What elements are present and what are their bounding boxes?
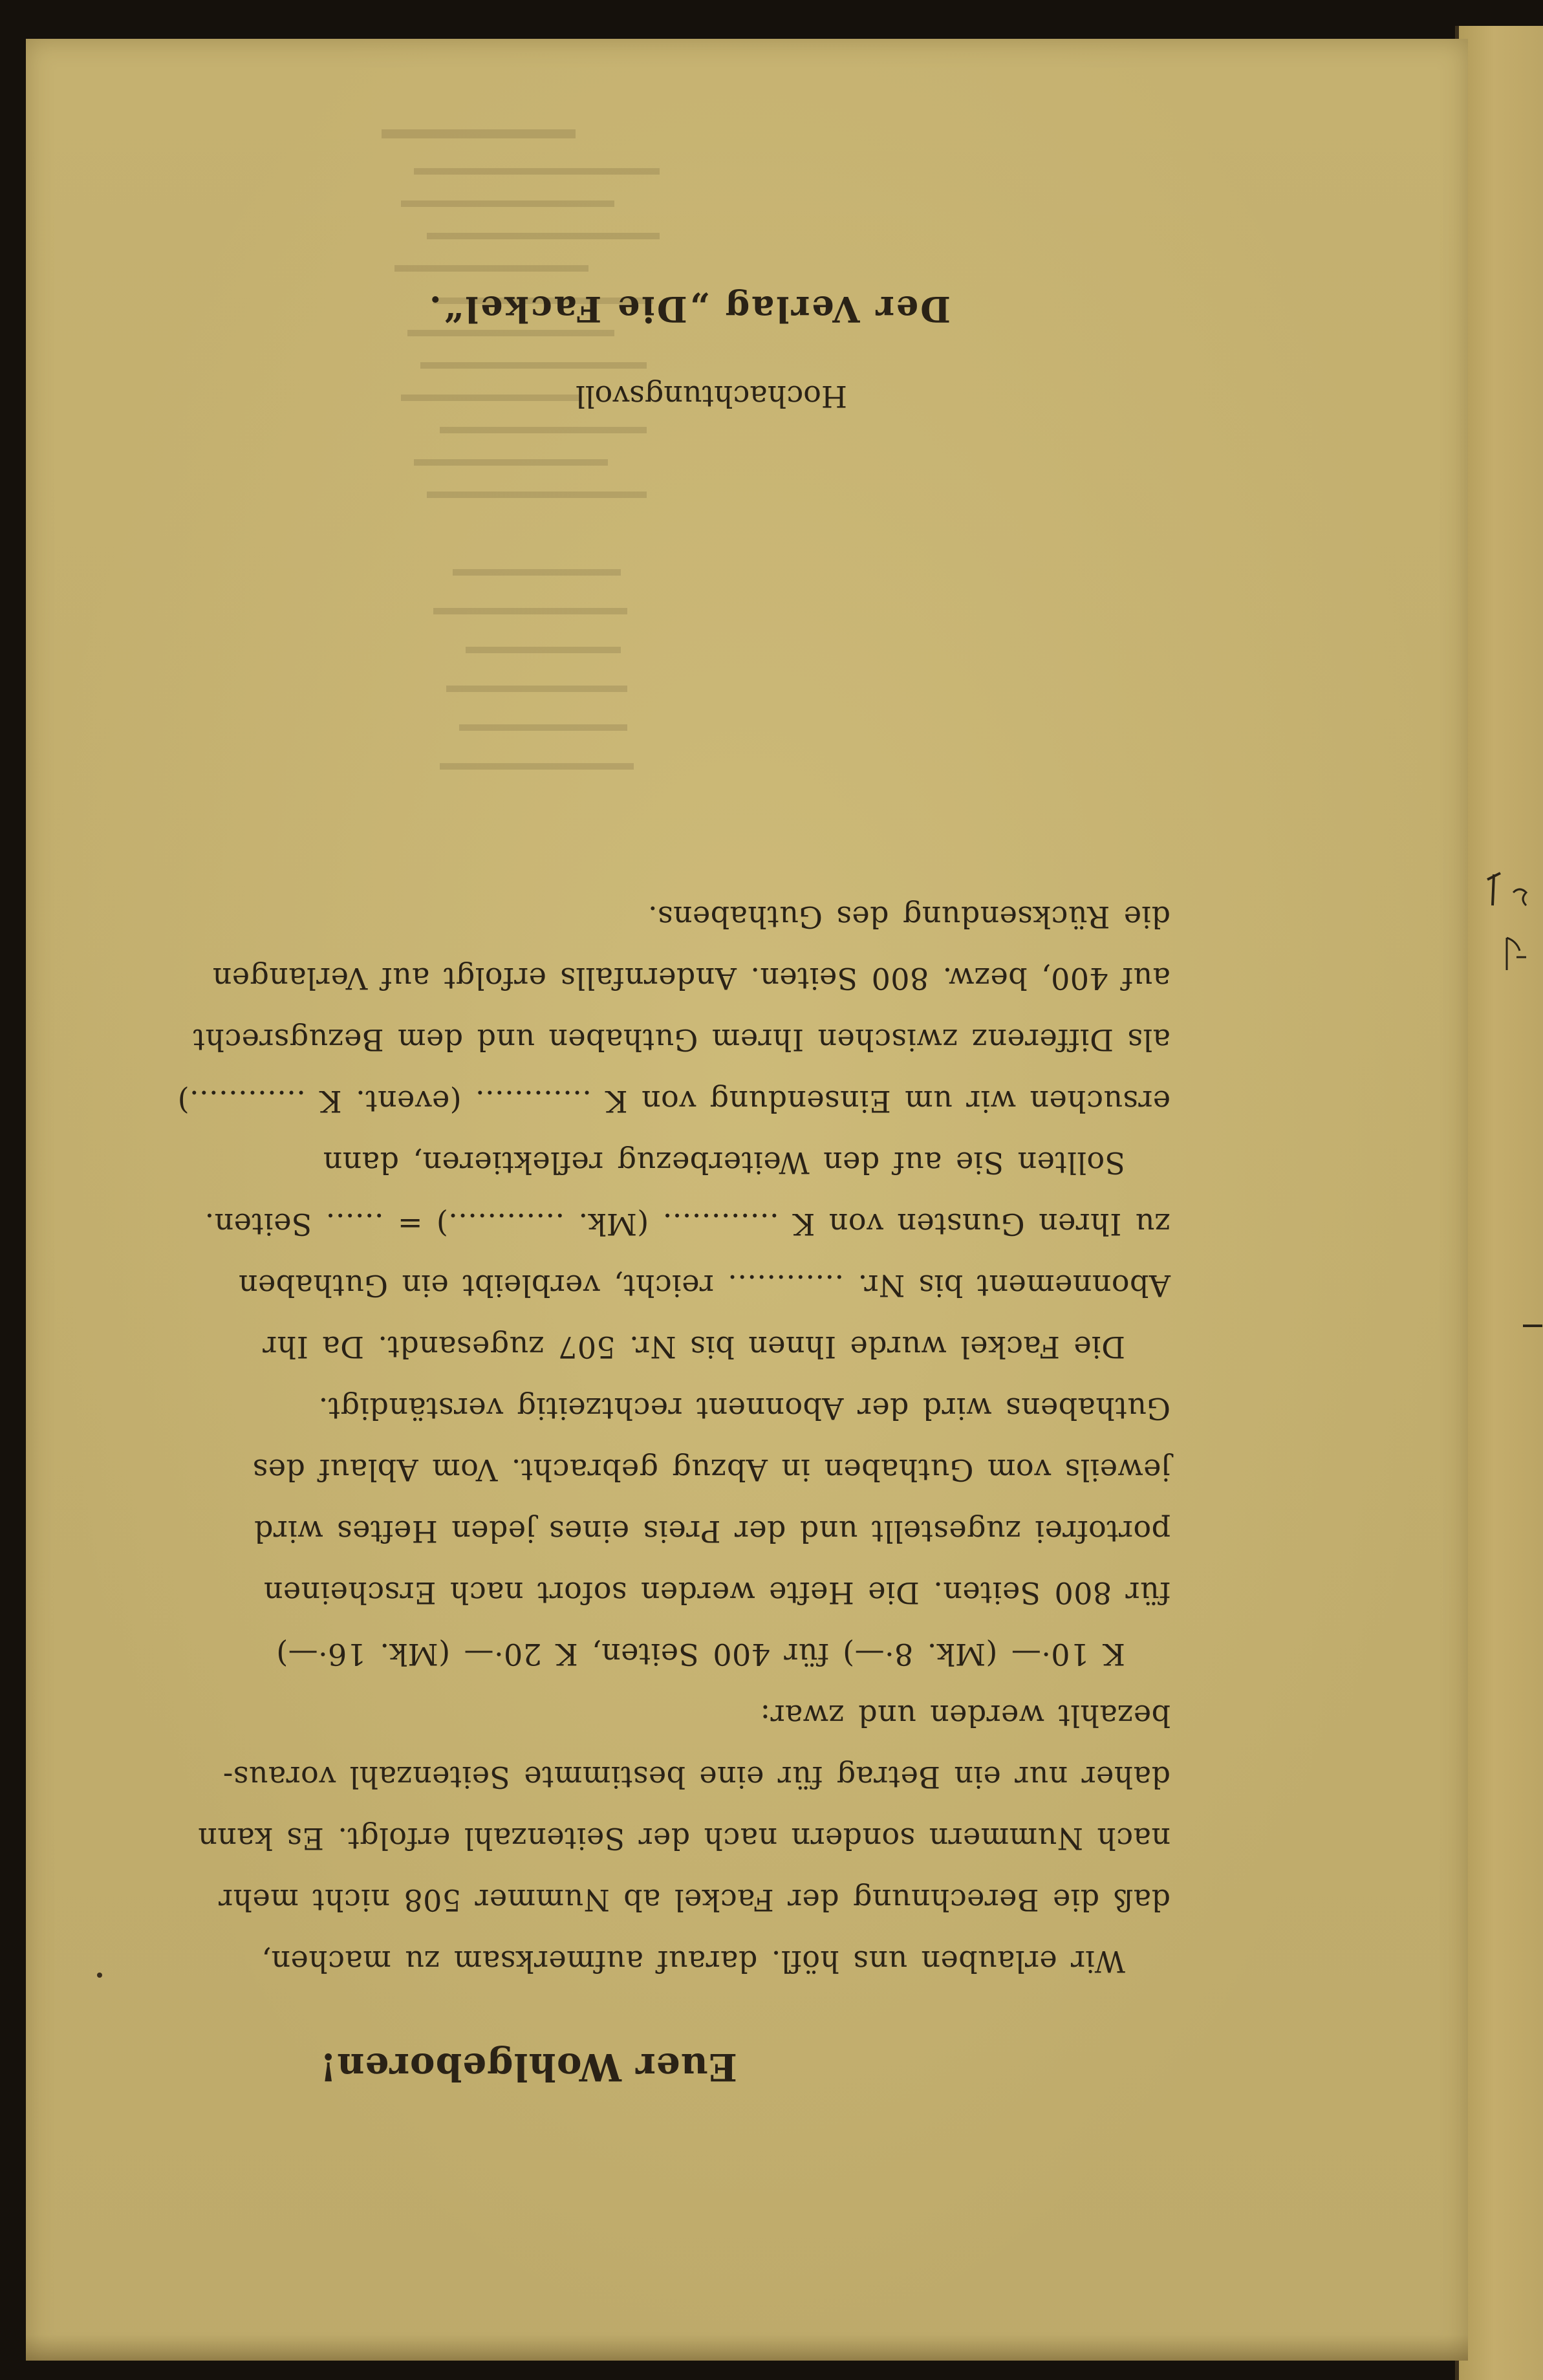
- text-line: zu Ihren Gunsten von K ............ (Mk. ............) = ...... Seiten.: [204, 1207, 1171, 1242]
- text-line: als Differenz zwischen Ihrem Guthaben und dem Bezugsrecht: [193, 1022, 1171, 1057]
- text-line: Sollten Sie auf den Weiterbezug reflektieren, dann: [323, 1145, 1125, 1180]
- text-line: Die Fackel wurde Ihnen bis Nr. 507 zugesandt. Da Ihr: [262, 1330, 1125, 1365]
- margin-dash: [1523, 1323, 1542, 1329]
- text-line: K 10·— (Mk. 8·—) für 400 Seiten, K 20·— (Mk. 16·—): [275, 1637, 1125, 1672]
- text-line: portofrei zugestellt und der Preis eines jeden Heftes wird: [254, 1514, 1171, 1549]
- text-line: auf 400, bezw. 800 Seiten. Andernfalls erfolgt auf Verlangen: [212, 961, 1171, 996]
- closing-formula: Hochachtungsvoll: [576, 379, 847, 414]
- letter-text: [136, 886, 1171, 1992]
- text-line: Guthabens wird der Abonnent rechtzeitig verständigt.: [318, 1391, 1171, 1426]
- salutation: Euer Wohlgeboren!: [319, 2045, 737, 2089]
- text-line: Abonnement bis Nr. ............ reicht, verbleibt ein Guthaben: [238, 1268, 1171, 1303]
- text-line: jeweils vom Guthaben in Abzug gebracht. Vom Ablauf des: [252, 1453, 1171, 1488]
- adjacent-page-edge: [1455, 26, 1543, 2380]
- text-line: für 800 Seiten. Die Hefte werden sofort nach Erscheinen: [263, 1575, 1171, 1610]
- text-line: die Rücksendung des Guthabens.: [647, 900, 1171, 935]
- text-line: Wir erlauben uns höfl. darauf aufmerksam zu machen,: [261, 1944, 1125, 1979]
- letter-body-rotated: [136, 149, 1183, 2089]
- text-line: nach Nummern sondern nach der Seitenzahl erfolgt. Es kann: [197, 1821, 1171, 1856]
- text-line: ersuchen wir um Einsendung von K ............ (event. K ............): [177, 1084, 1171, 1119]
- handwritten-margin-mark: [1481, 867, 1539, 996]
- publisher-signature: Der Verlag „Die Fackel“.: [427, 288, 951, 330]
- text-line: bezahlt werden und zwar:: [760, 1698, 1171, 1733]
- text-line: daß die Berechnung der Fackel ab Nummer 508 nicht mehr: [218, 1883, 1171, 1918]
- paper-speck: [97, 1973, 102, 1978]
- text-line: daher nur ein Betrag für eine bestimmte Seitenzahl voraus-: [222, 1760, 1171, 1795]
